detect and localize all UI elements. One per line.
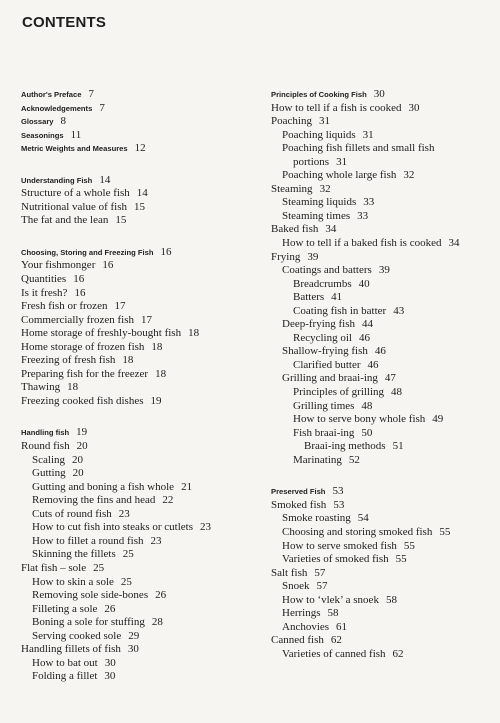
- page-number: 55: [395, 553, 407, 566]
- toc-entry: [21, 494, 256, 508]
- page-number: 28: [151, 616, 163, 629]
- page-number: 16: [160, 245, 172, 258]
- entry-title: Fish braai-ing: [293, 426, 355, 439]
- toc-entry: [21, 616, 256, 630]
- entry-title: Home storage of frozen fish: [21, 340, 145, 353]
- toc-entry: [21, 643, 256, 657]
- section-gap: [21, 156, 256, 174]
- toc-entry: [271, 567, 496, 581]
- toc-entry: [271, 372, 496, 386]
- entry-title: Marinating: [293, 453, 342, 466]
- toc-entry: [271, 634, 496, 648]
- page-number: 11: [70, 128, 82, 141]
- page-number: 55: [439, 525, 451, 538]
- entry-title: Boning a sole for stuffing: [32, 616, 145, 629]
- page-number: 33: [357, 209, 369, 222]
- entry-title: Metric Weights and Measures: [21, 144, 128, 154]
- page-number: 18: [155, 367, 167, 380]
- toc-entry: [271, 183, 496, 197]
- entry-title: Removing the fins and head: [32, 494, 156, 507]
- page-number: 34: [448, 237, 460, 250]
- page-number: 17: [141, 313, 153, 326]
- page-number: 40: [358, 277, 370, 290]
- entry-title: Steaming: [271, 182, 313, 195]
- entry-title: Anchovies: [282, 620, 330, 633]
- toc-entry: [271, 305, 496, 319]
- page-number: 18: [67, 381, 79, 394]
- page-number: 25: [120, 575, 132, 588]
- page-number: 53: [332, 485, 344, 498]
- toc-entry: [271, 169, 496, 183]
- page-number: 58: [385, 593, 397, 606]
- entry-title: Fresh fish or frozen: [21, 300, 108, 313]
- page-number: 58: [327, 607, 339, 620]
- toc-entry: [271, 156, 496, 170]
- entry-title: Cuts of round fish: [32, 507, 112, 520]
- toc-entry: [21, 630, 256, 644]
- toc-entry: [21, 521, 256, 535]
- page-number: 54: [357, 512, 369, 525]
- toc-entry: [21, 589, 256, 603]
- entry-title: Coatings and batters: [282, 264, 372, 277]
- section-heading: [21, 246, 256, 260]
- page-number: 31: [336, 155, 348, 168]
- toc-entry: [21, 548, 256, 562]
- toc-entry: [271, 607, 496, 621]
- section-heading: [271, 485, 496, 499]
- entry-title: Choosing, Storing and Freezing Fish: [21, 247, 154, 257]
- page-number: 47: [384, 372, 396, 385]
- entry-title: Smoke roasting: [282, 512, 351, 525]
- entry-title: Salt fish: [271, 566, 308, 579]
- entry-title: Removing sole side-bones: [32, 589, 149, 602]
- toc-entry: [271, 621, 496, 635]
- toc-entry: [21, 327, 256, 341]
- toc-entry: [271, 278, 496, 292]
- page-number: 21: [181, 480, 193, 493]
- entry-title: How to tell if a baked fish is cooked: [282, 237, 442, 250]
- entry-title: Poaching fish fillets and small fish: [282, 142, 435, 155]
- page-number: 32: [403, 169, 415, 182]
- toc-entry: [21, 314, 256, 328]
- page-number: 30: [104, 656, 116, 669]
- entry-title: Deep-frying fish: [282, 318, 356, 331]
- toc-entry: [21, 576, 256, 590]
- page-number: 43: [393, 304, 405, 317]
- entry-title: How to tell if a fish is cooked: [271, 101, 402, 114]
- entry-title: Thawing: [21, 381, 61, 394]
- entry-title: How to serve smoked fish: [282, 539, 397, 552]
- page-number: 52: [348, 453, 360, 466]
- page-title: CONTENTS: [22, 14, 107, 31]
- page-number: 62: [392, 647, 404, 660]
- entry-title: Scaling: [32, 453, 65, 466]
- entry-title: Is it fresh?: [21, 286, 68, 299]
- page-number: 39: [307, 250, 319, 263]
- page-number: 19: [150, 394, 162, 407]
- section-heading: [21, 142, 256, 156]
- page-number: 22: [162, 494, 174, 507]
- page-number: 57: [314, 566, 326, 579]
- toc-entry: [21, 381, 256, 395]
- page-number: 32: [319, 182, 331, 195]
- entry-title: Poaching liquids: [282, 128, 356, 141]
- entry-title: The fat and the lean: [21, 214, 109, 227]
- page-number: 61: [336, 620, 348, 633]
- page-number: 31: [362, 128, 374, 141]
- entry-title: Your fishmonger: [21, 259, 96, 272]
- entry-title: Choosing and storing smoked fish: [282, 525, 433, 538]
- entry-title: Herrings: [282, 607, 321, 620]
- contents-left-column: [21, 88, 256, 684]
- entry-title: Preserved Fish: [271, 487, 326, 497]
- page-number: 16: [74, 286, 86, 299]
- page-number: 30: [127, 643, 139, 656]
- entry-title: Shallow-frying fish: [282, 345, 368, 358]
- page-number: 29: [128, 629, 140, 642]
- entry-title: Skinning the fillets: [32, 548, 116, 561]
- entry-title: Seasonings: [21, 130, 64, 140]
- page-number: 15: [115, 214, 127, 227]
- entry-title: Filleting a sole: [32, 602, 98, 615]
- entry-title: Batters: [293, 291, 325, 304]
- page-number: 26: [155, 589, 167, 602]
- page-number: 25: [122, 548, 134, 561]
- toc-entry: [271, 400, 496, 414]
- entry-title: How to cut fish into steaks or cutlets: [32, 521, 194, 534]
- page-number: 30: [373, 88, 385, 100]
- page-number: 20: [76, 440, 88, 453]
- toc-entry: [271, 345, 496, 359]
- toc-entry: [21, 201, 256, 215]
- page-number: 12: [134, 142, 146, 155]
- entry-title: Commercially frozen fish: [21, 313, 135, 326]
- page-number: 26: [104, 602, 116, 615]
- page-number: 55: [403, 539, 415, 552]
- entry-title: Varieties of smoked fish: [282, 553, 389, 566]
- section-heading: [21, 88, 256, 102]
- entry-title: Braai-ing methods: [304, 440, 386, 453]
- page-number: 14: [99, 173, 111, 186]
- toc-entry: [21, 395, 256, 409]
- toc-entry: [271, 102, 496, 116]
- entry-title: Preparing fish for the freezer: [21, 367, 149, 380]
- entry-title: Clarified butter: [293, 358, 361, 371]
- toc-entry: [271, 264, 496, 278]
- section-heading: [21, 129, 256, 143]
- page-number: 25: [93, 561, 105, 574]
- page-number: 48: [391, 386, 403, 399]
- toc-entry: [271, 142, 496, 156]
- page-number: 20: [72, 467, 84, 480]
- entry-title: Coating fish in batter: [293, 304, 387, 317]
- page-number: 19: [76, 426, 88, 439]
- entry-title: Breadcrumbs: [293, 277, 352, 290]
- toc-entry: [271, 540, 496, 554]
- entry-title: Principles of Cooking Fish: [271, 90, 367, 99]
- page-number: 46: [374, 345, 386, 358]
- page-number: 16: [73, 273, 85, 286]
- contents-right-column: [271, 88, 496, 661]
- page-number: 23: [118, 507, 130, 520]
- section-heading: [21, 426, 256, 440]
- toc-entry: [21, 670, 256, 684]
- entry-title: Gutting: [32, 467, 66, 480]
- toc-entry: [21, 341, 256, 355]
- entry-title: How to skin a sole: [32, 575, 114, 588]
- entry-title: Round fish: [21, 440, 70, 453]
- entry-title: Frying: [271, 250, 301, 263]
- page-number: 62: [330, 634, 342, 647]
- entry-title: Smoked fish: [271, 498, 327, 511]
- page-number: 53: [333, 498, 345, 511]
- page-number: 39: [378, 264, 390, 277]
- page-number: 31: [318, 115, 330, 128]
- entry-title: Principles of grilling: [293, 386, 385, 399]
- page-number: 48: [361, 399, 373, 412]
- section-heading: [21, 174, 256, 188]
- entry-title: Glossary: [21, 117, 54, 127]
- page-number: 23: [150, 534, 162, 547]
- toc-entry: [271, 499, 496, 513]
- entry-title: Steaming times: [282, 209, 351, 222]
- page-number: 46: [358, 331, 370, 344]
- entry-title: Acknowledgements: [21, 103, 93, 113]
- entry-title: Steaming liquids: [282, 196, 357, 209]
- entry-title: How to bat out: [32, 656, 98, 669]
- toc-entry: [271, 413, 496, 427]
- entry-title: Recycling oil: [293, 331, 352, 344]
- entry-title: Understanding Fish: [21, 175, 93, 185]
- toc-entry: [21, 354, 256, 368]
- page-number: 18: [122, 354, 134, 367]
- entry-title: Poaching: [271, 115, 312, 128]
- toc-entry: [21, 562, 256, 576]
- page-number: 7: [88, 88, 94, 100]
- entry-title: Handling fillets of fish: [21, 643, 121, 656]
- toc-entry: [21, 657, 256, 671]
- toc-entry: [21, 368, 256, 382]
- entry-title: Poaching whole large fish: [282, 169, 397, 182]
- section-gap: [271, 467, 496, 485]
- page-number: 57: [316, 580, 328, 593]
- page-number: 30: [408, 101, 420, 114]
- page-number: 50: [361, 426, 373, 439]
- entry-title: Handling fish: [21, 428, 70, 438]
- toc-entry: [271, 115, 496, 129]
- page-number: 17: [114, 300, 126, 313]
- toc-entry: [271, 648, 496, 662]
- toc-entry: [271, 210, 496, 224]
- entry-title: Quantities: [21, 273, 67, 286]
- toc-entry: [21, 481, 256, 495]
- entry-title: Folding a fillet: [32, 670, 98, 683]
- entry-title: Freezing of fresh fish: [21, 354, 116, 367]
- toc-entry: [271, 454, 496, 468]
- toc-entry: [21, 603, 256, 617]
- page-number: 44: [362, 318, 374, 331]
- toc-entry: [271, 359, 496, 373]
- toc-entry: [271, 129, 496, 143]
- entry-title: Author's Preface: [21, 90, 82, 99]
- entry-title: Snoek: [282, 580, 310, 593]
- entry-title: Gutting and boning a fish whole: [32, 480, 175, 493]
- toc-entry: [21, 535, 256, 549]
- toc-entry: [271, 223, 496, 237]
- page-number: 51: [392, 440, 404, 453]
- section-heading: [21, 115, 256, 129]
- entry-title: How to serve bony whole fish: [293, 413, 426, 426]
- toc-entry: [271, 291, 496, 305]
- entry-title: Baked fish: [271, 223, 319, 236]
- toc-entry: [271, 196, 496, 210]
- entry-title: Structure of a whole fish: [21, 187, 130, 200]
- page-number: 33: [363, 196, 375, 209]
- toc-entry: [271, 553, 496, 567]
- page-number: 15: [134, 200, 146, 213]
- page-number: 14: [136, 187, 148, 200]
- page-number: 34: [325, 223, 337, 236]
- entry-title: Serving cooked sole: [32, 629, 122, 642]
- entry-title: Freezing cooked fish dishes: [21, 394, 144, 407]
- page-number: 7: [99, 101, 105, 114]
- toc-entry: [21, 440, 256, 454]
- toc-entry: [271, 427, 496, 441]
- toc-entry: [271, 580, 496, 594]
- toc-entry: [271, 318, 496, 332]
- page-number: 41: [331, 291, 343, 304]
- page-number: 23: [200, 521, 212, 534]
- entry-title: How to fillet a round fish: [32, 534, 144, 547]
- page-number: 46: [367, 358, 379, 371]
- toc-entry: [271, 512, 496, 526]
- section-heading: [21, 102, 256, 116]
- page-number: 20: [72, 453, 83, 466]
- toc-entry: [21, 467, 256, 481]
- toc-entry: [21, 214, 256, 228]
- entry-title: Grilling times: [293, 399, 355, 412]
- toc-entry: [271, 526, 496, 540]
- entry-title: Grilling and braai-ing: [282, 372, 378, 385]
- page-number: 18: [151, 340, 163, 353]
- toc-entry: [21, 187, 256, 201]
- toc-entry: [271, 440, 496, 454]
- entry-title: Canned fish: [271, 634, 324, 647]
- page-number: 18: [188, 327, 200, 340]
- entry-title: Home storage of freshly-bought fish: [21, 327, 182, 340]
- page-number: 30: [104, 670, 116, 683]
- toc-entry: [271, 594, 496, 608]
- entry-title: Flat fish – sole: [21, 561, 87, 574]
- section-heading: [271, 88, 496, 102]
- toc-entry: [271, 237, 496, 251]
- toc-entry: [21, 300, 256, 314]
- toc-entry: [271, 332, 496, 346]
- toc-entry: [21, 273, 256, 287]
- section-gap: [21, 228, 256, 246]
- toc-entry: [21, 454, 256, 468]
- entry-title: Varieties of canned fish: [282, 647, 386, 660]
- page-number: 16: [102, 259, 114, 272]
- toc-entry: [271, 386, 496, 400]
- entry-title: portions: [293, 155, 330, 168]
- toc-entry: [21, 508, 256, 522]
- page-number: 8: [60, 115, 67, 128]
- entry-title: How to ‘vlek’ a snoek: [282, 593, 379, 606]
- page-number: 49: [432, 413, 444, 426]
- toc-entry: [271, 251, 496, 265]
- toc-entry: [21, 287, 256, 301]
- section-gap: [21, 408, 256, 426]
- entry-title: Nutritional value of fish: [21, 200, 128, 213]
- toc-entry: [21, 259, 256, 273]
